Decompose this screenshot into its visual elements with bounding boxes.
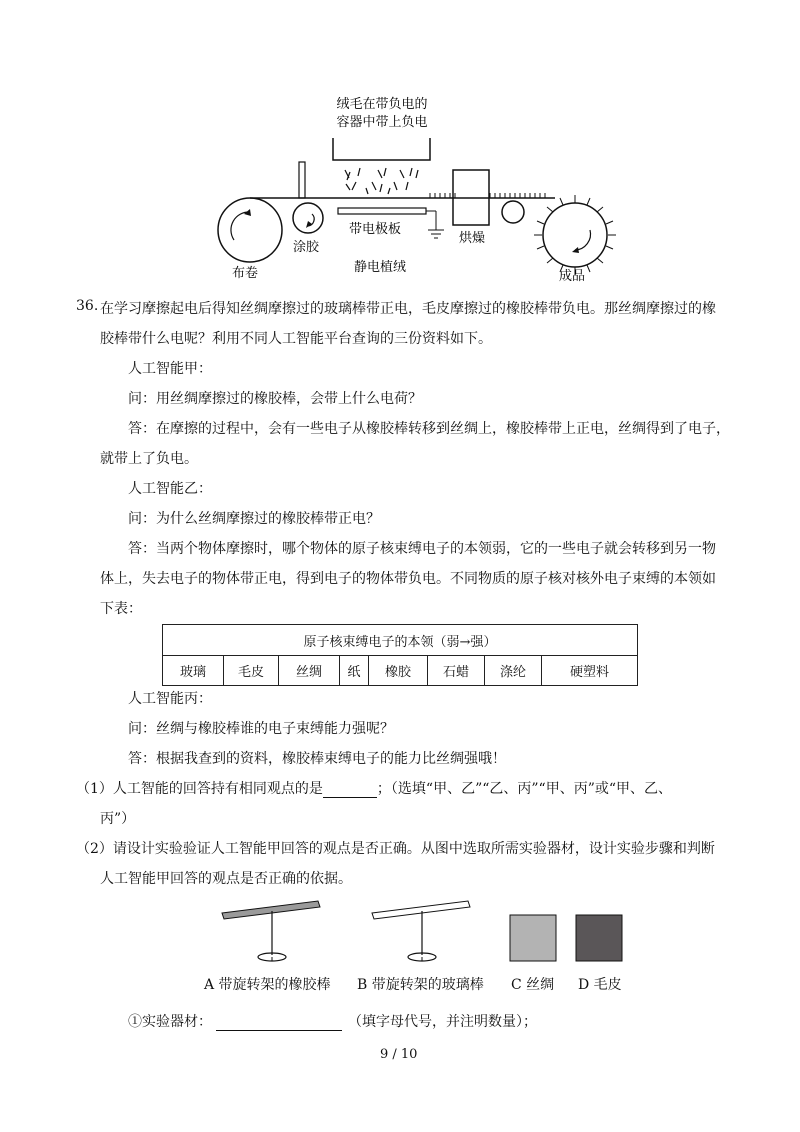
sub1-suffix: ；（选填“甲、乙”“乙、丙”“甲、丙”或“甲、乙、 xyxy=(376,781,673,797)
sub1-prefix: （1）人工智能的回答持有相同观点的是 xyxy=(76,781,323,797)
equipment-label-d: D 毛皮 xyxy=(578,977,622,993)
sub-question-1 xyxy=(76,778,672,798)
label-plate: 带电极板 xyxy=(348,222,402,237)
ai-a-question: 问：用丝绸摩擦过的橡胶棒，会带上什么电荷？ xyxy=(128,391,422,407)
table-header: 原子核束缚电子的本领（弱→强） xyxy=(163,625,638,656)
table-cell: 丝绸 xyxy=(279,656,340,686)
table-cell: 毛皮 xyxy=(224,656,279,686)
rubber-rod-stand xyxy=(222,901,320,961)
equipment-label-c: C 丝绸 xyxy=(511,977,555,993)
table-cell: 纸 xyxy=(340,656,369,686)
container-label-line1: 绒毛在带负电的 xyxy=(336,97,428,112)
ai-a-title: 人工智能甲： xyxy=(128,361,212,377)
label-cloth-roll: 布卷 xyxy=(231,266,259,281)
ai-c-answer: 答：根据我查到的资料，橡胶棒束缚电子的能力比丝绸强哦！ xyxy=(128,751,506,767)
intro-line-1: 在学习摩擦起电后得知丝绸摩擦过的玻璃棒带正电，毛皮摩擦过的橡胶棒带负电。那丝绸摩擦过的橡 xyxy=(100,301,716,317)
question-number: 36. xyxy=(76,298,99,314)
label-product: 成品 xyxy=(558,269,586,284)
ai-c-question: 问：丝绸与橡胶棒谁的电子束缚能力强呢？ xyxy=(128,721,394,737)
ai-b-title: 人工智能乙： xyxy=(128,481,212,497)
sub1-line-2: 丙”） xyxy=(100,811,136,827)
sub1-answer-blank[interactable] xyxy=(323,783,377,798)
flocking-diagram xyxy=(200,90,620,290)
step1-prefix: ①实验器材： xyxy=(128,1014,212,1030)
fur-swatch xyxy=(576,915,622,961)
intro-line-2: 胶棒带什么电呢？利用不同人工智能平台查询的三份资料如下。 xyxy=(100,331,492,347)
label-drying: 烘燥 xyxy=(458,231,486,246)
label-glue: 涂胶 xyxy=(292,240,320,255)
table-cell: 石蜡 xyxy=(428,656,485,686)
ai-a-answer-1: 答：在摩擦的过程中，会有一些电子从橡胶棒转移到丝绸上，橡胶棒带上正电，丝绸得到了电子， xyxy=(128,421,730,437)
equipment-label-b: B 带旋转架的玻璃棒 xyxy=(357,977,484,993)
sub2-line-2: 人工智能甲回答的观点是否正确的依据。 xyxy=(100,871,352,887)
step1-suffix: （填字母代号，并注明数量）； xyxy=(348,1014,537,1030)
ai-b-answer-2: 体上，失去电子的物体带正电，得到电子的物体带负电。不同物质的原子核对核外电子束缚的本领如 xyxy=(100,571,716,587)
table-cell: 玻璃 xyxy=(163,656,224,686)
step-1-equipment xyxy=(128,1011,537,1031)
table-cell: 涤纶 xyxy=(485,656,542,686)
container-label-line2: 容器中带上负电 xyxy=(336,115,428,130)
label-process: 静电植绒 xyxy=(353,260,407,275)
equipment-label-a: A 带旋转架的橡胶棒 xyxy=(204,977,331,993)
silk-swatch xyxy=(510,915,556,961)
equipment-figure xyxy=(200,893,640,973)
glass-rod-stand xyxy=(372,901,470,961)
ai-b-question: 问：为什么丝绸摩擦过的橡胶棒带正电？ xyxy=(128,511,380,527)
table-cell: 橡胶 xyxy=(369,656,428,686)
ai-a-answer-2: 就带上了负电。 xyxy=(100,451,198,467)
page-number: 9 / 10 xyxy=(380,1047,418,1062)
binding-strength-table xyxy=(162,624,638,686)
ai-b-answer-3: 下表： xyxy=(100,601,142,617)
ai-c-title: 人工智能丙： xyxy=(128,691,212,707)
ai-b-answer-1: 答：当两个物体摩擦时，哪个物体的原子核束缚电子的本领弱，它的一些电子就会转移到另一物 xyxy=(128,541,716,557)
step1-answer-blank[interactable] xyxy=(216,1016,342,1031)
sub2-line-1: （2）请设计实验验证人工智能甲回答的观点是否正确。从图中选取所需实验器材，设计实验步骤和判断 xyxy=(76,841,715,857)
table-cell: 硬塑料 xyxy=(542,656,638,686)
